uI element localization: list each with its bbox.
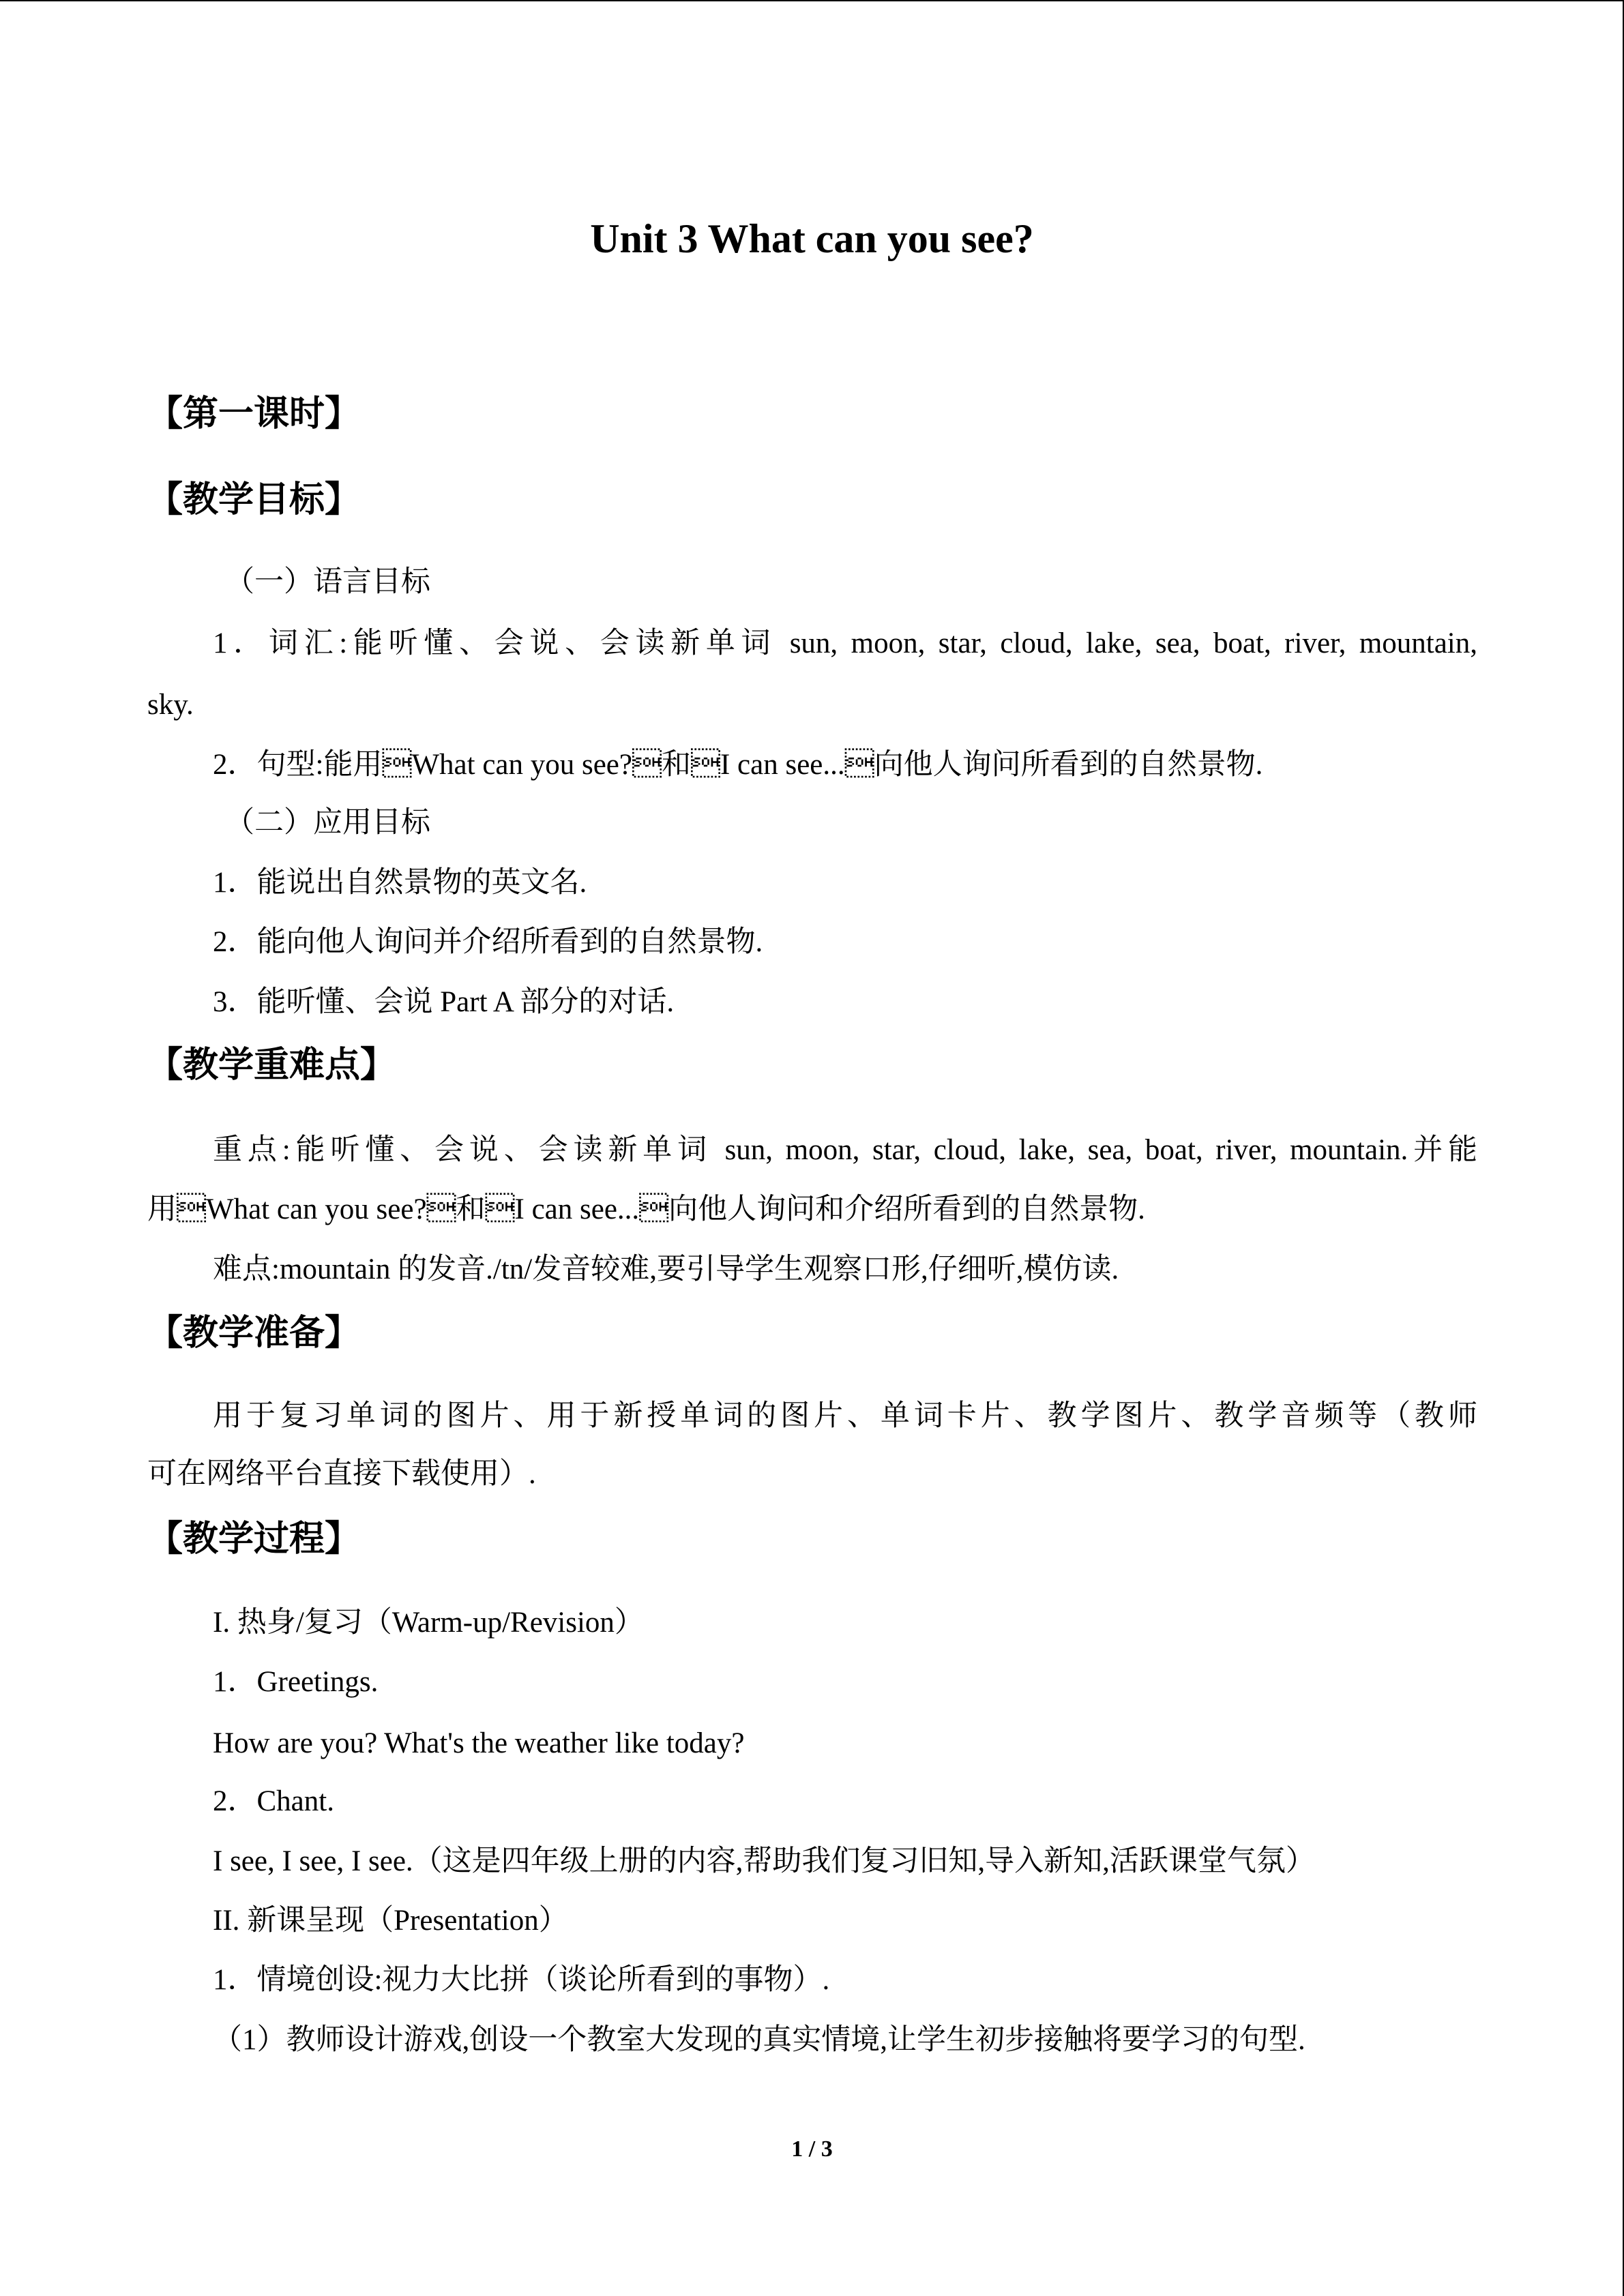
warmup-step: I. 热身/复习（Warm-up/Revision）	[213, 1607, 644, 1639]
application-goal-subheading: （二）应用目标	[225, 807, 430, 839]
application-goal-3: 3．能听懂、会说 Part A 部分的对话.	[213, 986, 675, 1018]
key-point-line-1: 重点:能听懂、会说、会读新单词 sun, moon, star, cloud, lake, sea, boat, river, mountain.并能	[213, 1134, 1477, 1166]
application-goal-1: 1．能说出自然景物的英文名.	[213, 867, 587, 899]
document-title: Unit 3 What can you see?	[590, 216, 1034, 261]
chant-text: I see, I see, I see.（这是四年级上册的内容,帮助我们复习旧知,导入新知,活跃课堂气氛）	[213, 1845, 1315, 1877]
process-heading: 【教学过程】	[147, 1519, 361, 1560]
keypoints-heading: 【教学重难点】	[147, 1045, 396, 1086]
chant-step: 2．Chant.	[213, 1785, 334, 1817]
application-goal-2: 2．能向他人询问并介绍所看到的自然景物.	[213, 926, 763, 958]
vocabulary-goal-line-1: 1．词汇:能听懂、会说、会读新单词 sun, moon, star, cloud, lake, sea, boat, river, mountain,	[213, 627, 1477, 659]
greetings-step: 1．Greetings.	[213, 1666, 379, 1698]
sentence-goal: 2．句型:能用What can you see?和I can see...向他人询问所看到的自然景物.	[213, 749, 1263, 781]
situation-step: 1．情境创设:视力大比拼（谈论所看到的事物）.	[213, 1964, 830, 1996]
language-goal-subheading: （一）语言目标	[225, 566, 430, 598]
greetings-question: How are you? What's the weather like today?	[213, 1727, 745, 1759]
vocabulary-goal-line-2: sky.	[147, 689, 194, 721]
key-point-line-2: 用What can you see?和I can see...向他人询问和介绍所看到的自然景物.	[147, 1193, 1145, 1225]
preparation-line-1: 用于复习单词的图片、用于新授单词的图片、单词卡片、教学图片、教学音频等（教师	[213, 1400, 1477, 1432]
preparation-line-2: 可在网络平台直接下载使用）.	[147, 1458, 536, 1490]
situation-substep-1: （1）教师设计游戏,创设一个教室大发现的真实情境,让学生初步接触将要学习的句型.	[213, 2024, 1305, 2056]
difficult-point: 难点:mountain 的发音./tn/发音较难,要引导学生观察口形,仔细听,模仿读.	[213, 1253, 1119, 1285]
lesson-heading: 【第一课时】	[147, 393, 361, 434]
objectives-heading: 【教学目标】	[147, 479, 361, 520]
page-number: 1 / 3	[791, 2136, 833, 2162]
presentation-step: II. 新课呈现（Presentation）	[213, 1905, 568, 1937]
preparation-heading: 【教学准备】	[147, 1313, 361, 1354]
